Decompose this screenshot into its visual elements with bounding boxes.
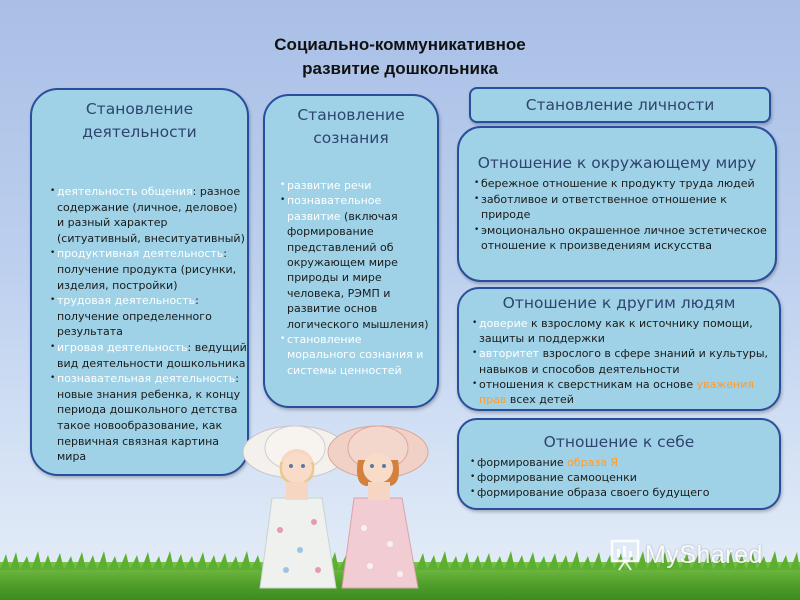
activity-card xyxy=(30,88,249,476)
list-item xyxy=(471,455,776,470)
list-item xyxy=(473,316,778,346)
page-title-line-1: Социально-коммуникативное xyxy=(274,35,526,54)
list-item xyxy=(473,377,778,407)
list-item: • игровая деятельность: ведущий вид деятельности дошкольника xyxy=(51,340,247,371)
activity-item-text: новые знания ребенка, к концу периода дошкольного детства такое новообразование, как первичная связная картина мира xyxy=(57,387,241,464)
people-item-text: отношения к сверстникам на основе xyxy=(479,377,697,391)
consciousness-card-title xyxy=(265,104,437,150)
people-item-text: взрослого в сфере знаний и культуры, навыков и способов деятельности xyxy=(479,347,769,376)
list-item: • продуктивная деятельность: получение продукта (рисунки, изделия, постройки) xyxy=(51,246,247,293)
activity-item-label: деятельность общения xyxy=(57,185,193,198)
people-item-highlight: доверие xyxy=(479,317,528,330)
page-title-line-2: развитие дошкольника xyxy=(302,59,498,78)
world-relation-list xyxy=(475,176,770,254)
activity-item-text: получение определенного результата xyxy=(57,309,212,339)
self-item-text: формирование xyxy=(477,456,568,469)
activity-card-title xyxy=(32,98,247,144)
list-item xyxy=(473,346,778,376)
activity-item-label: познавательная деятельность xyxy=(57,372,236,386)
presentation-board-icon xyxy=(608,537,644,573)
self-item-highlight: образа Я xyxy=(567,456,619,469)
myshared-logo xyxy=(608,537,778,573)
list-item: • формирование самооценки xyxy=(471,470,776,485)
consciousness-card xyxy=(263,94,439,408)
activity-list xyxy=(51,184,247,465)
people-relation-card xyxy=(457,287,781,411)
girl-right-figure xyxy=(328,426,428,588)
activity-item-label: трудовая деятельность xyxy=(57,294,196,308)
world-relation-title: Отношение к окружающему миру xyxy=(477,154,757,172)
list-item xyxy=(281,193,433,332)
people-relation-list xyxy=(473,316,778,407)
consciousness-item-label: познавательное развитие xyxy=(287,194,382,223)
list-item: • трудовая деятельность: получение определенного результата xyxy=(51,293,247,340)
activity-item-text: разное содержание (личное, деловое) и разный характер (ситуативный, внеситуативный) xyxy=(57,185,245,245)
list-item: • формирование образа своего будущего xyxy=(471,485,776,500)
self-relation-list xyxy=(471,455,776,501)
self-relation-title: Отношение к себе xyxy=(543,433,695,451)
list-item: • развитие речи xyxy=(281,178,433,193)
list-item: • заботливое и ответственное отношение к природе xyxy=(475,192,770,223)
consciousness-item-text: (включая формирование представлений об окружающем мире природы и мире человека, РЭМП и развитие основ логического мышления) xyxy=(287,209,429,331)
list-item: • познавательная деятельность: новые знания ребенка, к концу периода дошкольного детства такое новообразование, как первичная связная картина мира xyxy=(51,371,247,465)
consciousness-title-line-1: Становление xyxy=(297,106,405,124)
logo-text: MyShared xyxy=(645,541,763,569)
list-item: • эмоционально окрашенное личное эстетическое отношение к произведениям искусства xyxy=(475,223,770,254)
activity-item-text: получение продукта (рисунки, изделия, постройки) xyxy=(57,262,237,292)
activity-title-line-2: деятельности xyxy=(82,123,197,141)
people-item-highlight: уважения прав xyxy=(479,377,754,407)
consciousness-title-line-2: сознания xyxy=(313,129,389,147)
activity-title-line-1: Становление xyxy=(85,100,194,118)
activity-item-label: продуктивная деятельность xyxy=(57,247,224,261)
people-item-highlight: авторитет xyxy=(479,347,540,361)
girls-illustration xyxy=(230,410,440,600)
world-relation-card xyxy=(457,126,777,282)
personality-header xyxy=(469,87,771,123)
people-relation-title: Отношение к другим людям xyxy=(502,294,736,312)
people-item-text: всех детей xyxy=(506,393,574,407)
activity-item-label: игровая деятельность xyxy=(57,340,188,354)
people-item-text: к взрослому как к источнику помощи, защиты и поддержки xyxy=(479,317,753,346)
consciousness-list xyxy=(281,178,433,378)
list-item: • бережное отношение к продукту труда людей xyxy=(475,176,770,192)
personality-header-title: Становление личности xyxy=(525,96,715,114)
self-relation-card xyxy=(457,418,781,510)
activity-item-text: ведущий вид деятельности дошкольника xyxy=(57,340,247,370)
page-title xyxy=(0,33,800,81)
list-item: • становление морального сознания и системы ценностей xyxy=(281,332,433,378)
list-item: • деятельность общения: разное содержание (личное, деловое) и разный характер (ситуативный, внеситуативный) xyxy=(51,184,247,246)
